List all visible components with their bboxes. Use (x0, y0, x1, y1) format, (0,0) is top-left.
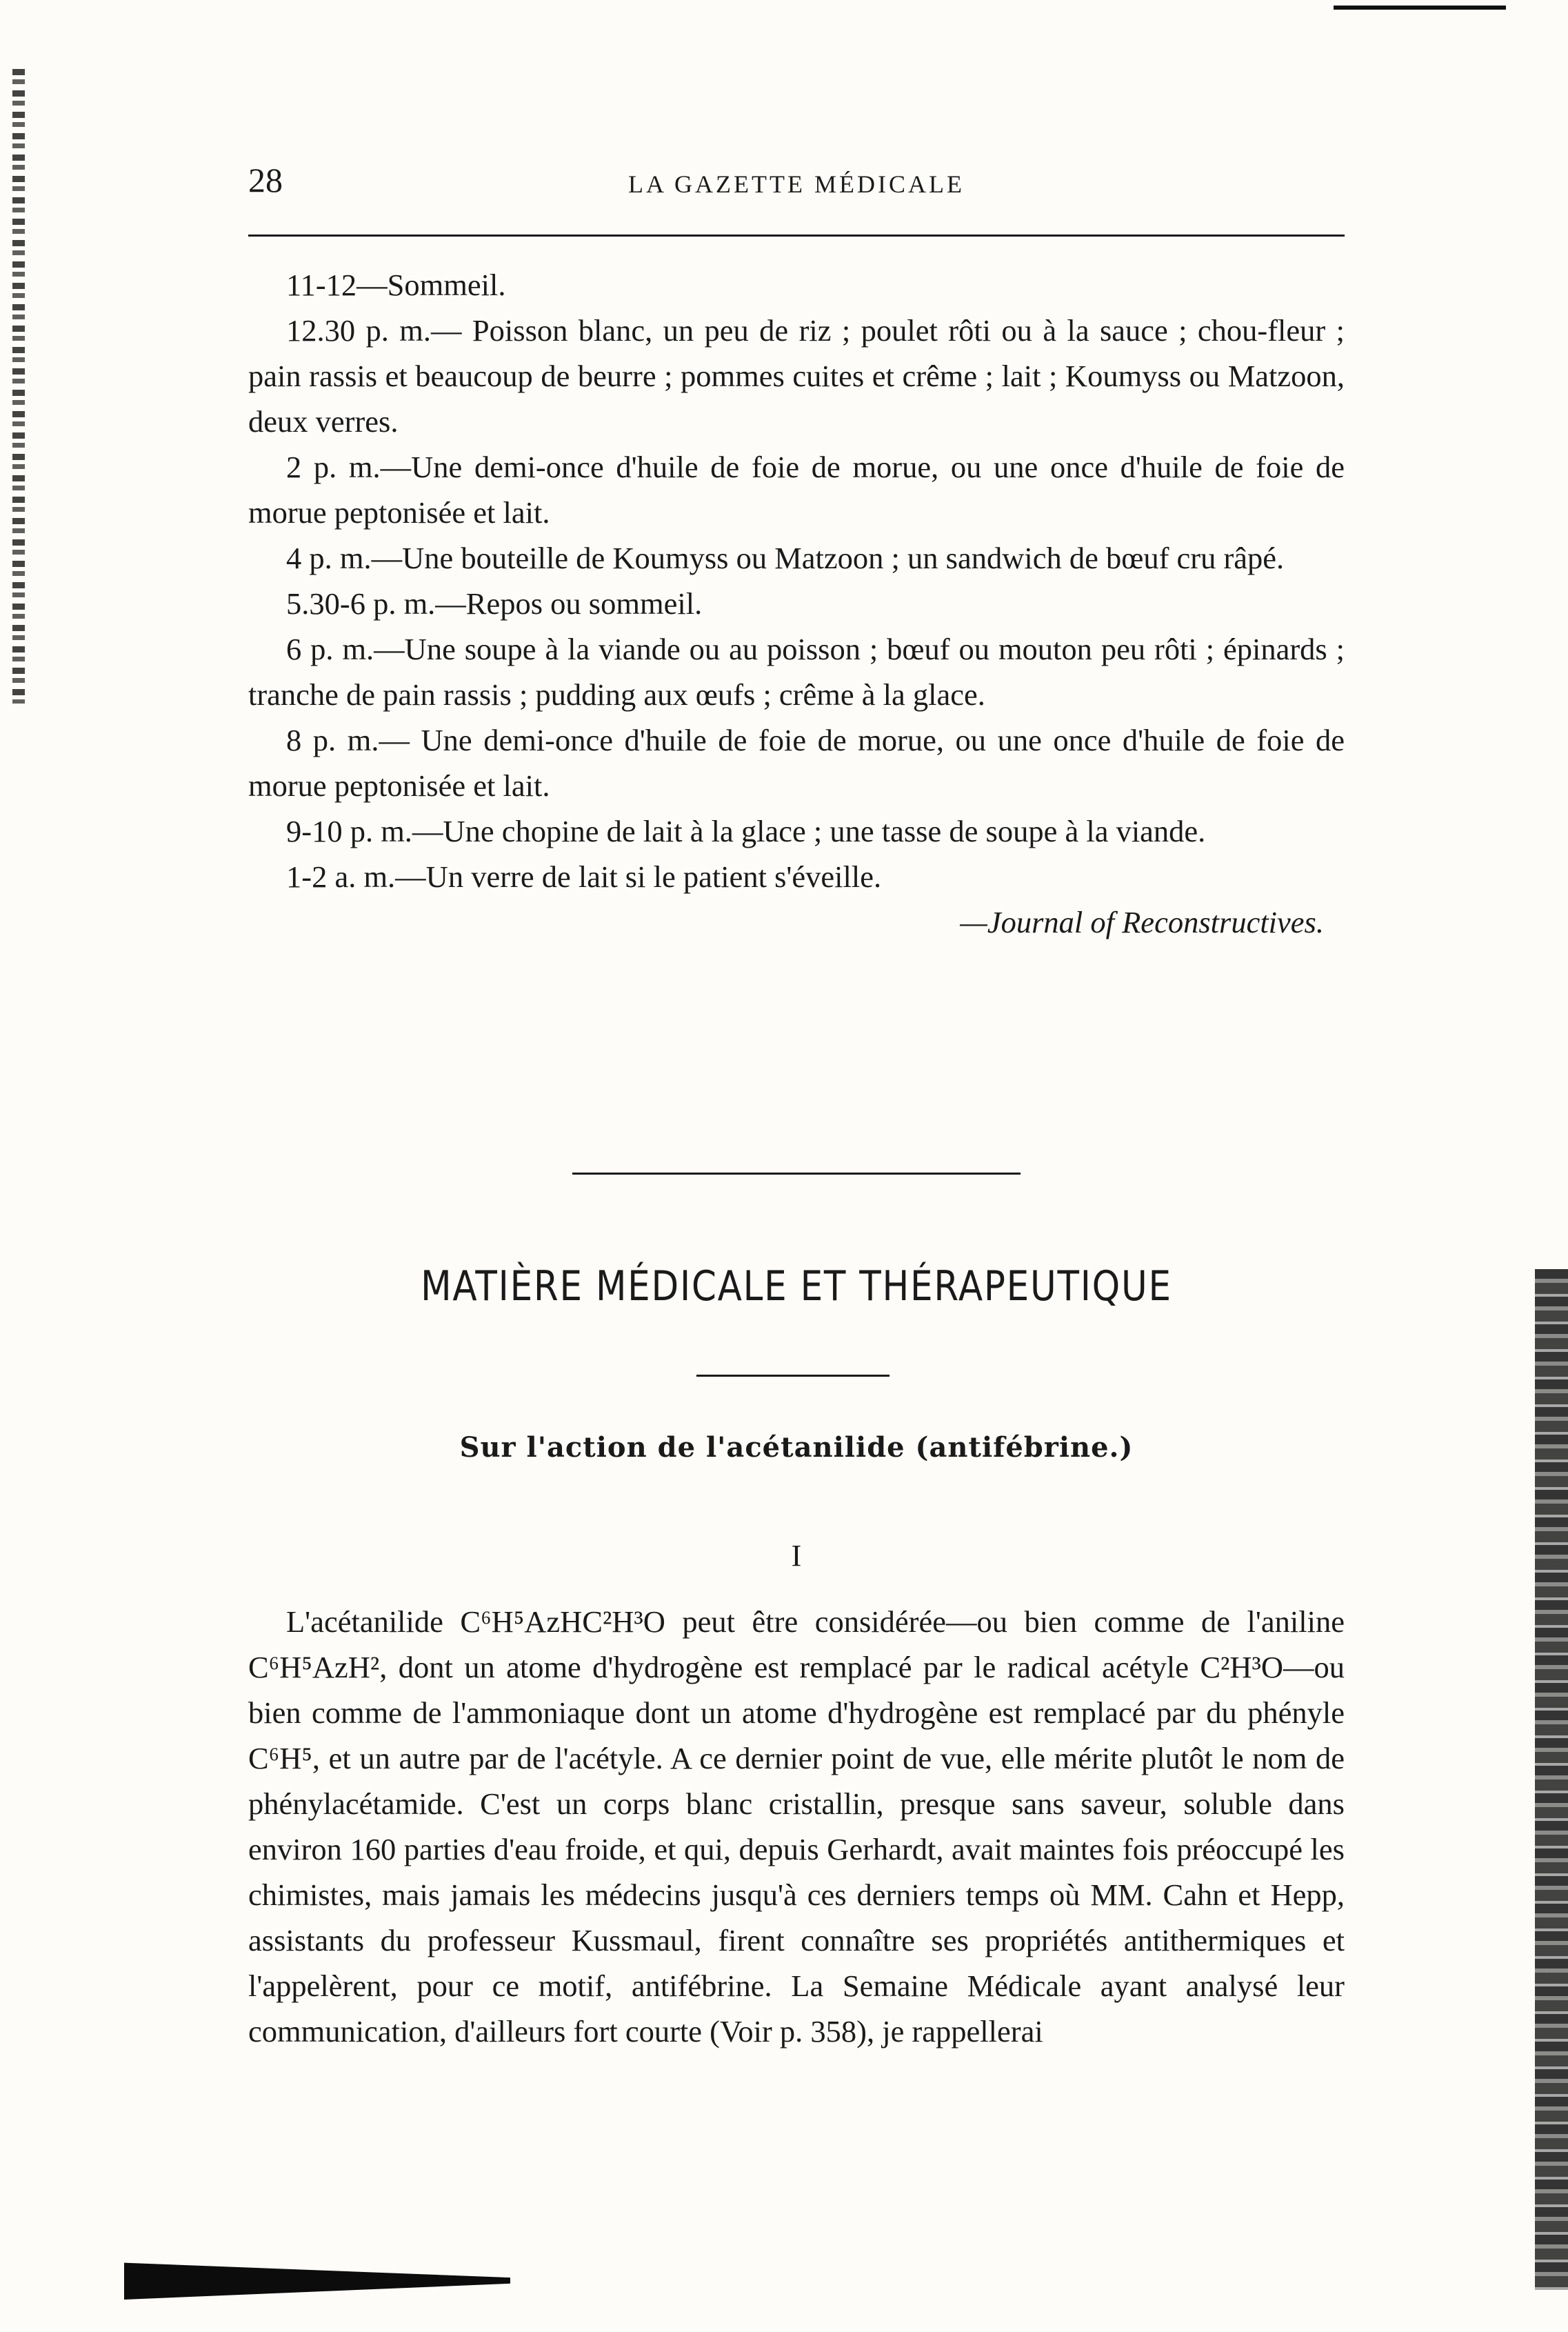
diet-entry: 12.30 p. m.— Poisson blanc, un peu de riz ; poulet rôti ou à la sauce ; chou-fleur ; pain rassis et beaucoup de beurre ; pommes cuites et crême ; lait ; Koumyss ou Matzoon, deux verres. (248, 313, 1345, 439)
diet-entry: 5.30-6 p. m.—Repos ou sommeil. (286, 586, 703, 621)
diet-entry: 8 p. m.— Une demi-once d'huile de foie de morue, ou une once d'huile de foie de morue peptonisée et lait. (248, 723, 1345, 803)
diet-schedule (248, 262, 1345, 945)
title-divider (696, 1375, 889, 1377)
page-header (248, 160, 1345, 208)
section-divider (572, 1173, 1021, 1175)
scan-top-rule (1334, 6, 1506, 10)
header-rule (248, 235, 1345, 237)
source-citation: —Journal of Reconstructives. (960, 905, 1324, 939)
part-number: I (791, 1539, 802, 1573)
article-paragraph: L'acétanilide C⁶H⁵AzHC²H³O peut être considérée—ou bien comme de l'aniline C⁶H⁵AzH², dont un atome d'hydrogène est remplacé par le radical acétyle C²H³O—ou bien comme de l'ammoniaque dont un atome d'hydrogène est remplacé par du phényle C⁶H⁵, et un autre par de l'acétyle. A ce dernier point de vue, elle mérite plutôt le nom de phénylacétamide. C'est un corps blanc cristallin, presque sans saveur, soluble dans environ 160 parties d'eau froide, et qui, depuis Gerhardt, avait maintes fois préoccupé les chimistes, mais jamais les médecins jusqu'à ces derniers temps où MM. Cahn et Hepp, assistants du professeur Kussmaul, firent connaître ses propriétés antithermiques et l'appelèrent, pour ce motif, antifébrine. La Semaine Médicale ayant analysé leur communication, d'ailleurs fort courte (Voir p. 358), je rappellerai (248, 1604, 1345, 2049)
page-number: 28 (248, 161, 283, 199)
scan-edge-right (1535, 1269, 1568, 2290)
scan-bottom-bar (124, 2260, 510, 2300)
scan-edge-left (12, 69, 25, 704)
running-title: LA GAZETTE MÉDICALE (628, 170, 965, 198)
diet-entry: 4 p. m.—Une bouteille de Koumyss ou Matzoon ; un sandwich de bœuf cru râpé. (286, 541, 1285, 575)
diet-entry: 1-2 a. m.—Un verre de lait si le patient s'éveille. (286, 859, 882, 894)
section-title: MATIÈRE MÉDICALE ET THÉRAPEUTIQUE (421, 1262, 1172, 1310)
article-title: Sur l'action de l'acétanilide (antifébrine.) (459, 1431, 1134, 1464)
article-body (248, 1599, 1345, 2054)
diet-entry: 6 p. m.—Une soupe à la viande ou au poisson ; bœuf ou mouton peu rôti ; épinards ; tranche de pain rassis ; pudding aux œufs ; crême à la glace. (248, 632, 1345, 712)
diet-entry: 11-12—Sommeil. (286, 268, 506, 302)
diet-entry: 2 p. m.—Une demi-once d'huile de foie de morue, ou une once d'huile de foie de morue peptonisée et lait. (248, 450, 1345, 530)
diet-entry: 9-10 p. m.—Une chopine de lait à la glace ; une tasse de soupe à la viande. (286, 814, 1206, 848)
